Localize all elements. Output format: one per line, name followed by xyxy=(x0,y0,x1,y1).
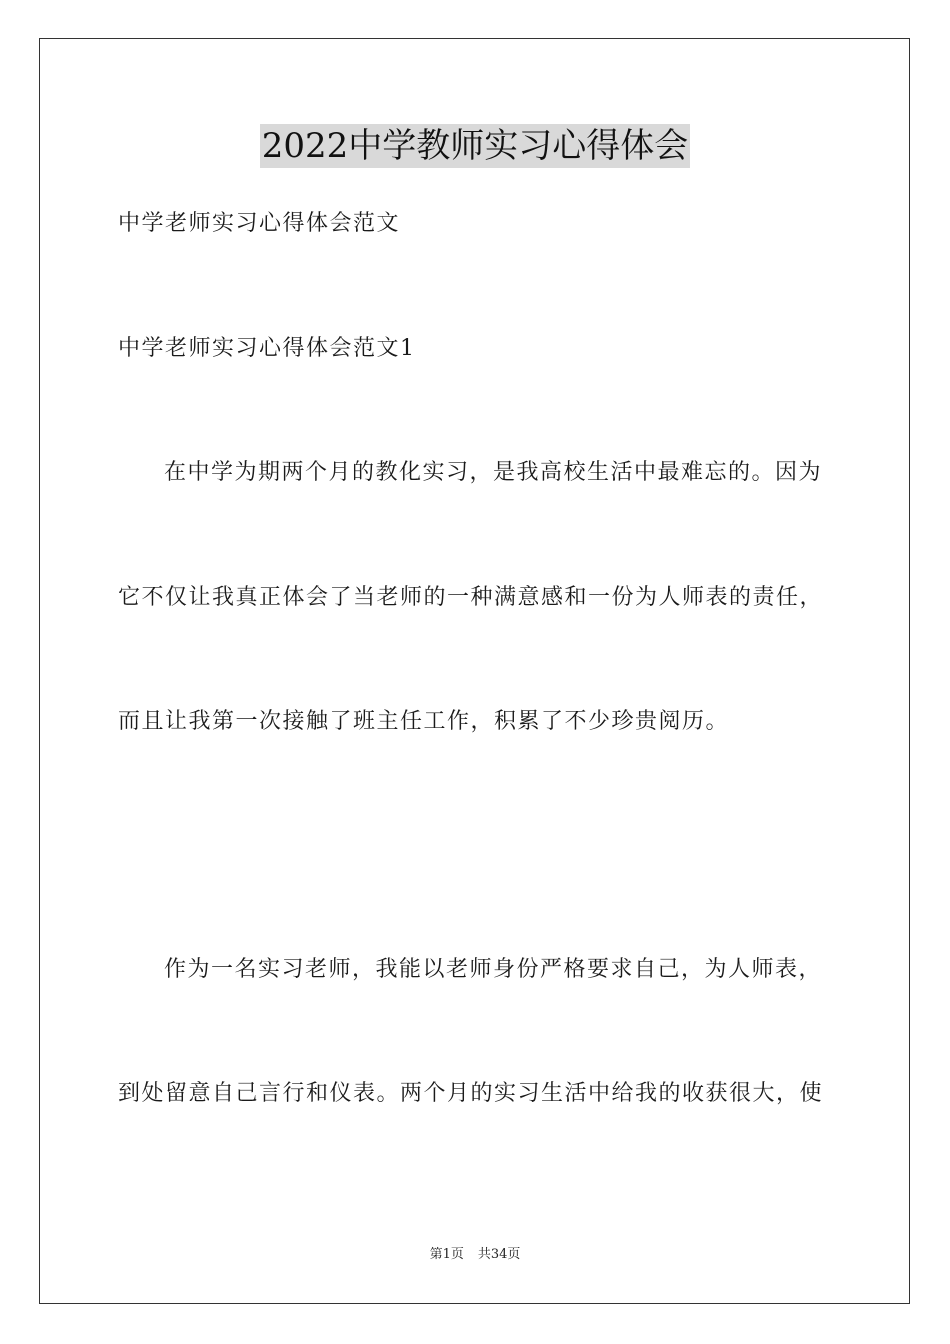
paragraph-2-line-1: 作为一名实习老师，我能以老师身份严格要求自己，为人师表， xyxy=(164,957,823,982)
page-number: 第1页 xyxy=(429,1247,464,1262)
document-title: 2022中学教师实习心得体会 xyxy=(261,126,689,166)
paragraph-1-line-3: 而且让我第一次接触了班主任工作，积累了不少珍贵阅历。 xyxy=(118,709,730,734)
paragraph-2-line-2: 到处留意自己言行和仪表。两个月的实习生活中给我的收获很大，使 xyxy=(118,1081,824,1106)
page-total: 共34页 xyxy=(477,1247,521,1262)
document-subtitle: 中学老师实习心得体会范文 xyxy=(118,211,401,236)
paragraph-1-line-2: 它不仅让我真正体会了当老师的一种满意感和一份为人师表的责任， xyxy=(118,585,824,610)
paragraph-1-line-1: 在中学为期两个月的教化实习，是我高校生活中最难忘的。因为 xyxy=(164,460,823,485)
section-heading: 中学老师实习心得体会范文1 xyxy=(118,336,416,361)
page-footer xyxy=(0,1246,950,1264)
title-container xyxy=(0,124,950,168)
